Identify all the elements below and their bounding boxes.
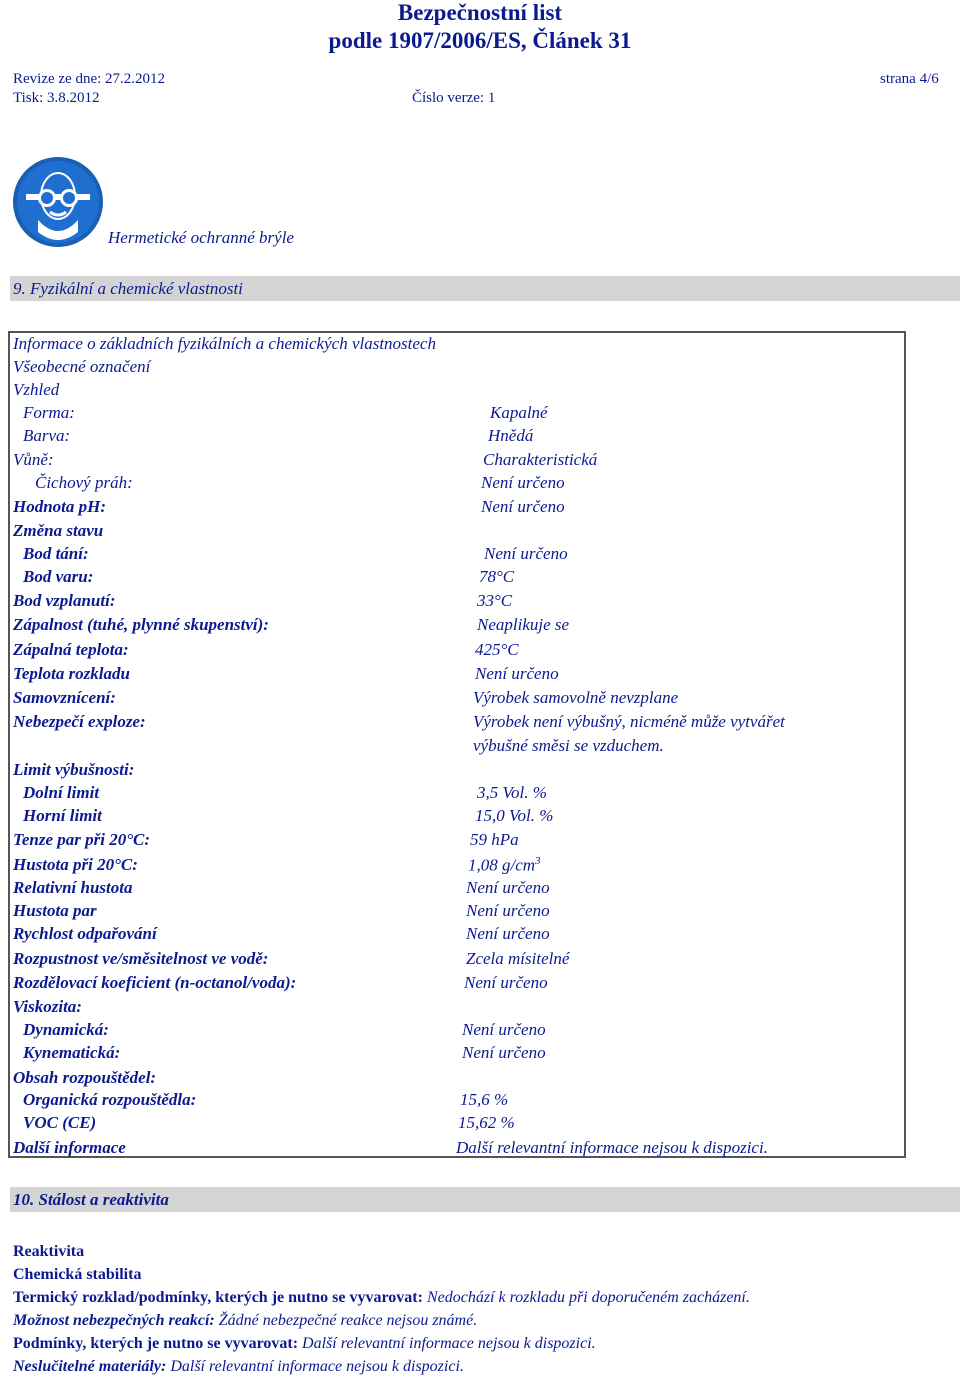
prop-value: Není určeno bbox=[481, 473, 565, 492]
prop-label: Rychlost odpařování bbox=[13, 924, 157, 943]
prop-label: VOC (CE) bbox=[23, 1113, 97, 1132]
prop-value: Kapalné bbox=[490, 403, 548, 422]
prop-value: výbušné směsi se vzduchem. bbox=[473, 736, 664, 755]
prop-label: Forma: bbox=[23, 403, 75, 422]
prop-label: Zápalnost (tuhé, plynné skupenství): bbox=[13, 615, 269, 634]
prop-label: Vzhled bbox=[13, 380, 60, 399]
thermal-value: Nedochází k rozkladu při doporučeném zacházení. bbox=[422, 1289, 750, 1306]
prop-value: 33°C bbox=[477, 591, 513, 610]
prop-label: Horní limit bbox=[23, 806, 102, 825]
thermal-decomposition bbox=[13, 1289, 750, 1307]
prop-value: 425°C bbox=[475, 640, 519, 659]
section-9-title: 9. Fyzikální a chemické vlastnosti bbox=[13, 279, 243, 298]
revision-date: Revize ze dne: 27.2.2012 bbox=[13, 71, 166, 87]
prop-value: 15,62 % bbox=[458, 1113, 515, 1132]
document-title: Bezpečnostní list bbox=[397, 0, 563, 25]
avoid-label: Podmínky, kterých je nutno se vyvarovat: bbox=[13, 1335, 299, 1352]
prop-value: Není určeno bbox=[484, 544, 568, 563]
density-unit-exponent: 3 bbox=[535, 855, 541, 867]
density-value: 1,08 g/cm bbox=[468, 855, 536, 875]
prop-label: Čichový práh: bbox=[35, 473, 133, 492]
stability-heading: Chemická stabilita bbox=[13, 1266, 142, 1283]
version-number: Číslo verze: 1 bbox=[412, 90, 496, 106]
reactivity-heading: Reaktivita bbox=[13, 1243, 85, 1260]
properties-table bbox=[8, 331, 906, 1158]
prop-value: Není určeno bbox=[462, 1020, 546, 1039]
prop-value: Není určeno bbox=[466, 878, 550, 897]
prop-label: Hustota při 20°C: bbox=[13, 855, 138, 874]
prop-value: 78°C bbox=[479, 567, 515, 586]
prop-label: Vůně: bbox=[13, 450, 54, 469]
prop-label: Kynematická: bbox=[23, 1043, 121, 1062]
safety-goggles-icon bbox=[12, 156, 104, 248]
avoid-value: Další relevantní informace nejsou k dispozici. bbox=[298, 1335, 596, 1352]
prop-value: Není určeno bbox=[475, 664, 559, 683]
hazardous-reactions bbox=[13, 1312, 477, 1330]
prop-value: Neaplikuje se bbox=[477, 615, 570, 634]
thermal-label: Termický rozklad/podmínky, kterých je nutno se vyvarovat: bbox=[13, 1289, 423, 1306]
prop-value: Není určeno bbox=[481, 497, 565, 516]
prop-value: Není určeno bbox=[462, 1043, 546, 1062]
prop-label: Organická rozpouštědla: bbox=[23, 1090, 197, 1109]
prop-value: Není určeno bbox=[464, 973, 548, 992]
prop-value: Charakteristická bbox=[483, 450, 598, 469]
section-10-header bbox=[10, 1187, 960, 1212]
prop-label: Nebezpečí exploze: bbox=[13, 712, 146, 731]
page-number: strana 4/6 bbox=[880, 71, 939, 87]
prop-value: Hnědá bbox=[488, 426, 534, 445]
prop-label: Informace o základních fyzikálních a chemických vlastnostech bbox=[13, 334, 436, 353]
prop-label: Rozdělovací koeficient (n-octanol/voda): bbox=[13, 973, 297, 992]
prop-label: Obsah rozpouštědel: bbox=[13, 1068, 157, 1087]
prop-label: Bod varu: bbox=[23, 567, 94, 586]
incompat-value: Další relevantní informace nejsou k dispozici. bbox=[166, 1358, 464, 1375]
prop-value: 3,5 Vol. % bbox=[477, 783, 547, 802]
prop-label: Limit výbušnosti: bbox=[13, 760, 135, 779]
hazard-label: Možnost nebezpečných reakcí: bbox=[13, 1312, 215, 1329]
prop-value bbox=[468, 855, 541, 876]
incompatible-materials bbox=[13, 1358, 464, 1376]
prop-label: Relativní hustota bbox=[13, 878, 133, 897]
prop-label: Změna stavu bbox=[13, 521, 104, 540]
ppe-caption: Hermetické ochranné brýle bbox=[108, 228, 294, 247]
prop-label: Samovznícení: bbox=[13, 688, 116, 707]
prop-label: Všeobecné označení bbox=[13, 357, 151, 376]
section-10-title: 10. Stálost a reaktivita bbox=[13, 1190, 169, 1209]
prop-label: Dolní limit bbox=[23, 783, 100, 802]
conditions-to-avoid bbox=[13, 1335, 596, 1353]
incompat-label: Neslučitelné materiály: bbox=[13, 1358, 167, 1375]
prop-value: 15,6 % bbox=[460, 1090, 509, 1109]
prop-label: Rozpustnost ve/směsitelnost ve vodě: bbox=[13, 949, 269, 968]
prop-label: Hodnota pH: bbox=[13, 497, 107, 516]
document-subtitle: podle 1907/2006/ES, Článek 31 bbox=[328, 28, 632, 53]
prop-value: Není určeno bbox=[466, 901, 550, 920]
prop-label: Hustota par bbox=[13, 901, 97, 920]
prop-value: Není určeno bbox=[466, 924, 550, 943]
prop-label: Další informace bbox=[13, 1138, 126, 1157]
prop-value: Další relevantní informace nejsou k dispozici. bbox=[456, 1138, 768, 1157]
prop-label: Viskozita: bbox=[13, 997, 82, 1016]
prop-value: 59 hPa bbox=[470, 830, 519, 849]
prop-value: Zcela mísitelné bbox=[466, 949, 570, 968]
prop-label: Dynamická: bbox=[23, 1020, 109, 1039]
section-9-header bbox=[10, 276, 960, 301]
prop-value: 15,0 Vol. % bbox=[475, 806, 554, 825]
prop-label: Bod tání: bbox=[23, 544, 89, 563]
prop-label: Zápalná teplota: bbox=[13, 640, 129, 659]
prop-value: Výrobek není výbušný, nicméně může vytvářet bbox=[473, 712, 785, 731]
prop-label: Barva: bbox=[23, 426, 71, 445]
print-date: Tisk: 3.8.2012 bbox=[13, 90, 100, 106]
prop-label: Teplota rozkladu bbox=[13, 664, 130, 683]
hazard-value: Žádné nebezpečné reakce nejsou známé. bbox=[214, 1312, 478, 1329]
prop-label: Bod vzplanutí: bbox=[13, 591, 116, 610]
prop-value: Výrobek samovolně nevzplane bbox=[473, 688, 679, 707]
prop-label: Tenze par při 20°C: bbox=[13, 830, 150, 849]
